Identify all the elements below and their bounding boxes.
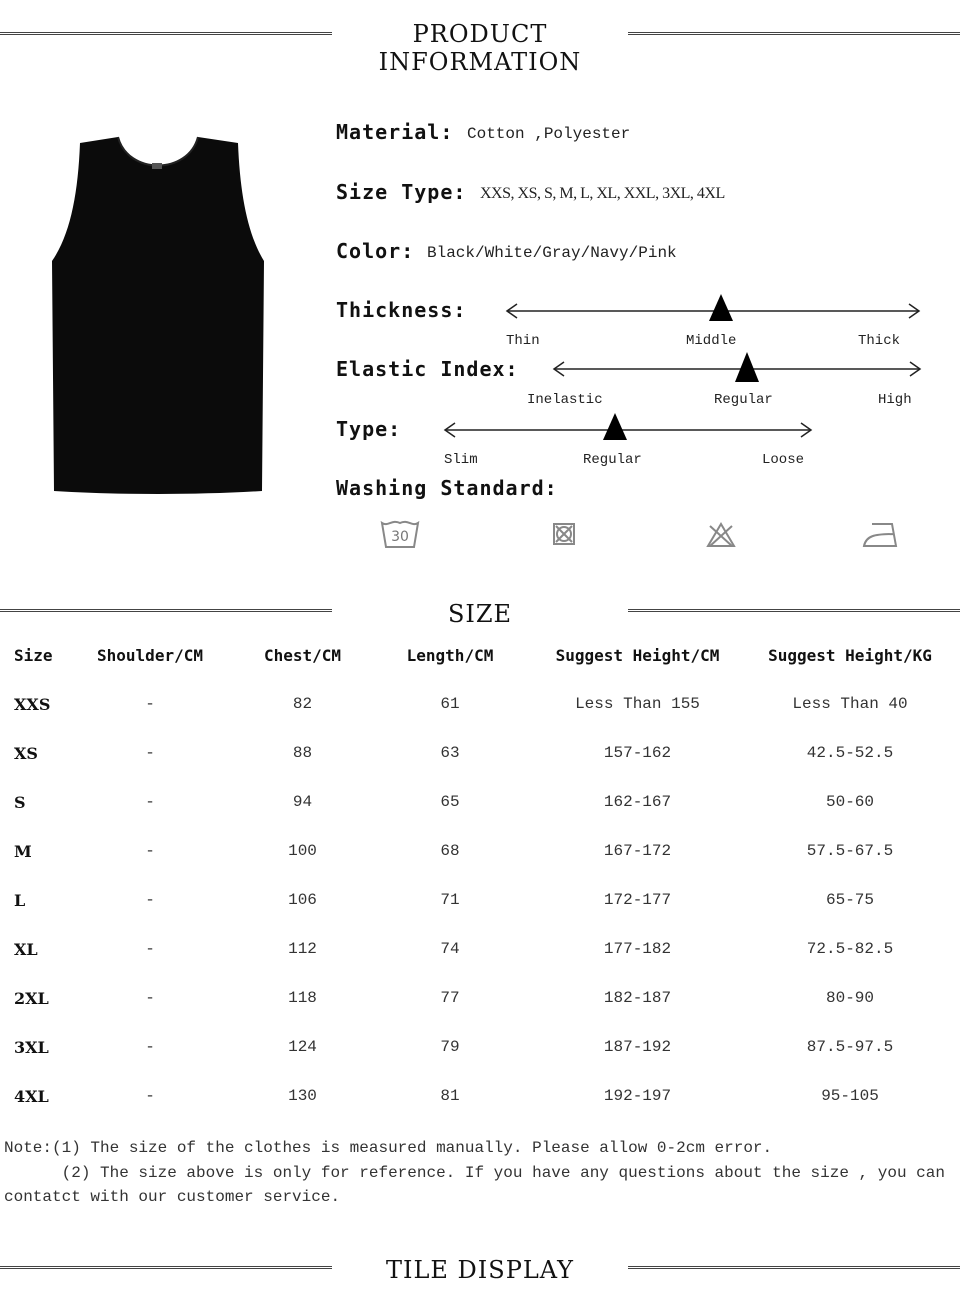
cell-length: 79	[440, 1038, 460, 1056]
wash-30-icon	[380, 519, 420, 551]
table-row	[0, 1073, 960, 1122]
thickness-scale	[505, 292, 921, 326]
cell-weight: 87.5-97.5	[806, 1038, 894, 1056]
cell-size: S	[14, 793, 26, 812]
elastic-tick-regular: Regular	[714, 392, 773, 408]
tile-rule-left	[0, 1266, 332, 1272]
cell-shoulder: -	[145, 891, 155, 909]
table-row	[0, 877, 960, 926]
cell-height: 192-197	[603, 1087, 672, 1105]
cell-chest: 88	[292, 744, 313, 762]
cell-chest: 130	[288, 1087, 317, 1105]
cell-height: 157-162	[603, 744, 672, 762]
cell-shoulder: -	[145, 1038, 155, 1056]
tank-top-illustration	[48, 135, 268, 497]
cell-size: XXS	[14, 695, 51, 714]
cell-shoulder: -	[145, 940, 155, 958]
type-tick-regular: Regular	[583, 452, 642, 468]
cell-length: 61	[440, 695, 460, 713]
elastic-index-label: Elastic Index:	[336, 357, 519, 381]
thickness-marker	[709, 294, 733, 321]
type-label: Type:	[336, 417, 402, 441]
cell-chest: 100	[288, 842, 317, 860]
cell-height: 177-182	[603, 940, 672, 958]
table-row	[0, 681, 960, 730]
cell-height: 162-167	[603, 793, 672, 811]
cell-height: 182-187	[603, 989, 672, 1007]
label-tag	[152, 163, 162, 169]
elastic-marker	[735, 352, 759, 382]
cell-shoulder: -	[145, 744, 155, 762]
cell-shoulder: -	[145, 695, 155, 713]
cell-weight: 42.5-52.5	[806, 744, 894, 762]
cell-weight: 72.5-82.5	[806, 940, 894, 958]
size-rule-left	[0, 609, 332, 615]
header-rule-left	[0, 32, 332, 38]
cell-height: 187-192	[603, 1038, 672, 1056]
thickness-tick-thick: Thick	[858, 333, 901, 349]
table-row	[0, 975, 960, 1024]
color-value: Black/White/Gray/Navy/Pink	[427, 244, 677, 262]
cell-shoulder: -	[145, 989, 155, 1007]
cell-height: Less Than 155	[575, 695, 700, 713]
cell-height: 172-177	[603, 891, 672, 909]
cell-weight: Less Than 40	[792, 695, 908, 713]
cell-shoulder: -	[145, 1087, 155, 1105]
elastic-tick-inelastic: Inelastic	[527, 392, 603, 408]
material-value: Cotton ,Polyester	[467, 125, 631, 143]
size-rule-right	[628, 609, 960, 615]
cell-chest: 112	[288, 940, 317, 958]
cell-weight: 57.5-67.5	[806, 842, 894, 860]
cell-weight: 65-75	[825, 891, 874, 909]
cell-size: XS	[14, 744, 38, 763]
table-row	[0, 828, 960, 877]
washing-standard-label: Washing Standard:	[336, 476, 558, 500]
table-row	[0, 779, 960, 828]
cell-shoulder: -	[145, 793, 155, 811]
cell-weight: 50-60	[825, 793, 874, 811]
iron-icon	[862, 520, 900, 550]
header-rule-right	[628, 32, 960, 38]
wash-temp-text: 30	[391, 529, 409, 545]
cell-length: 77	[440, 989, 460, 1007]
tile-display-heading: TILE DISPLAY	[385, 1256, 575, 1284]
cell-length: 81	[440, 1087, 460, 1105]
type-scale	[443, 412, 813, 446]
cell-chest: 82	[292, 695, 313, 713]
cell-size: M	[14, 842, 32, 861]
size-table-body	[0, 681, 960, 1122]
note-line-1: Note:(1) The size of the clothes is measured manually. Please allow 0-2cm error.	[4, 1139, 773, 1157]
thickness-tick-middle: Middle	[686, 333, 737, 349]
thickness-tick-thin: Thin	[506, 333, 540, 349]
cell-chest: 118	[288, 989, 317, 1007]
cell-length: 68	[440, 842, 460, 860]
cell-size: L	[14, 891, 26, 910]
product-info-heading: PRODUCT INFORMATION	[378, 20, 582, 76]
type-tick-slim: Slim	[444, 452, 478, 468]
size-type-value: XXS, XS, S, M, L, XL, XXL, 3XL, 4XL	[480, 185, 725, 202]
cell-chest: 106	[288, 891, 317, 909]
header-height: Suggest Height/CM	[555, 646, 720, 665]
header-chest: Chest/CM	[263, 646, 342, 665]
size-table-header	[0, 632, 960, 681]
table-row	[0, 1024, 960, 1073]
size-type-label: Size Type:	[336, 180, 467, 204]
thickness-label: Thickness:	[336, 298, 467, 322]
type-marker	[603, 413, 627, 440]
note-line-3: contatct with our customer service.	[4, 1188, 341, 1206]
header-shoulder: Shoulder/CM	[97, 646, 203, 665]
size-heading: SIZE	[447, 600, 513, 628]
no-bleach-icon	[706, 522, 736, 548]
header-length: Length/CM	[406, 646, 494, 665]
cell-size: 4XL	[14, 1087, 49, 1106]
cell-length: 63	[440, 744, 460, 762]
type-tick-loose: Loose	[762, 452, 805, 468]
cell-size: XL	[14, 940, 38, 959]
cell-chest: 94	[292, 793, 313, 811]
cell-shoulder: -	[145, 842, 155, 860]
cell-weight: 95-105	[821, 1087, 879, 1105]
cell-length: 74	[440, 940, 460, 958]
cell-size: 2XL	[14, 989, 49, 1008]
table-row	[0, 926, 960, 975]
note-line-2: (2) The size above is only for reference. If you have any questions about the size , you can	[4, 1164, 945, 1182]
header-size: Size	[14, 646, 53, 665]
size-table	[0, 632, 960, 1122]
cell-chest: 124	[288, 1038, 317, 1056]
cell-size: 3XL	[14, 1038, 49, 1057]
elastic-scale	[552, 351, 922, 385]
cell-weight: 80-90	[825, 989, 874, 1007]
material-label: Material:	[336, 120, 454, 144]
product-image	[48, 135, 268, 497]
elastic-tick-high: High	[878, 392, 912, 408]
cell-height: 167-172	[603, 842, 672, 860]
color-label: Color:	[336, 239, 415, 263]
header-weight: Suggest Height/KG	[768, 646, 932, 665]
table-row	[0, 730, 960, 779]
no-tumble-dry-icon	[552, 522, 578, 548]
tile-rule-right	[628, 1266, 960, 1272]
cell-length: 65	[440, 793, 460, 811]
cell-length: 71	[440, 891, 460, 909]
